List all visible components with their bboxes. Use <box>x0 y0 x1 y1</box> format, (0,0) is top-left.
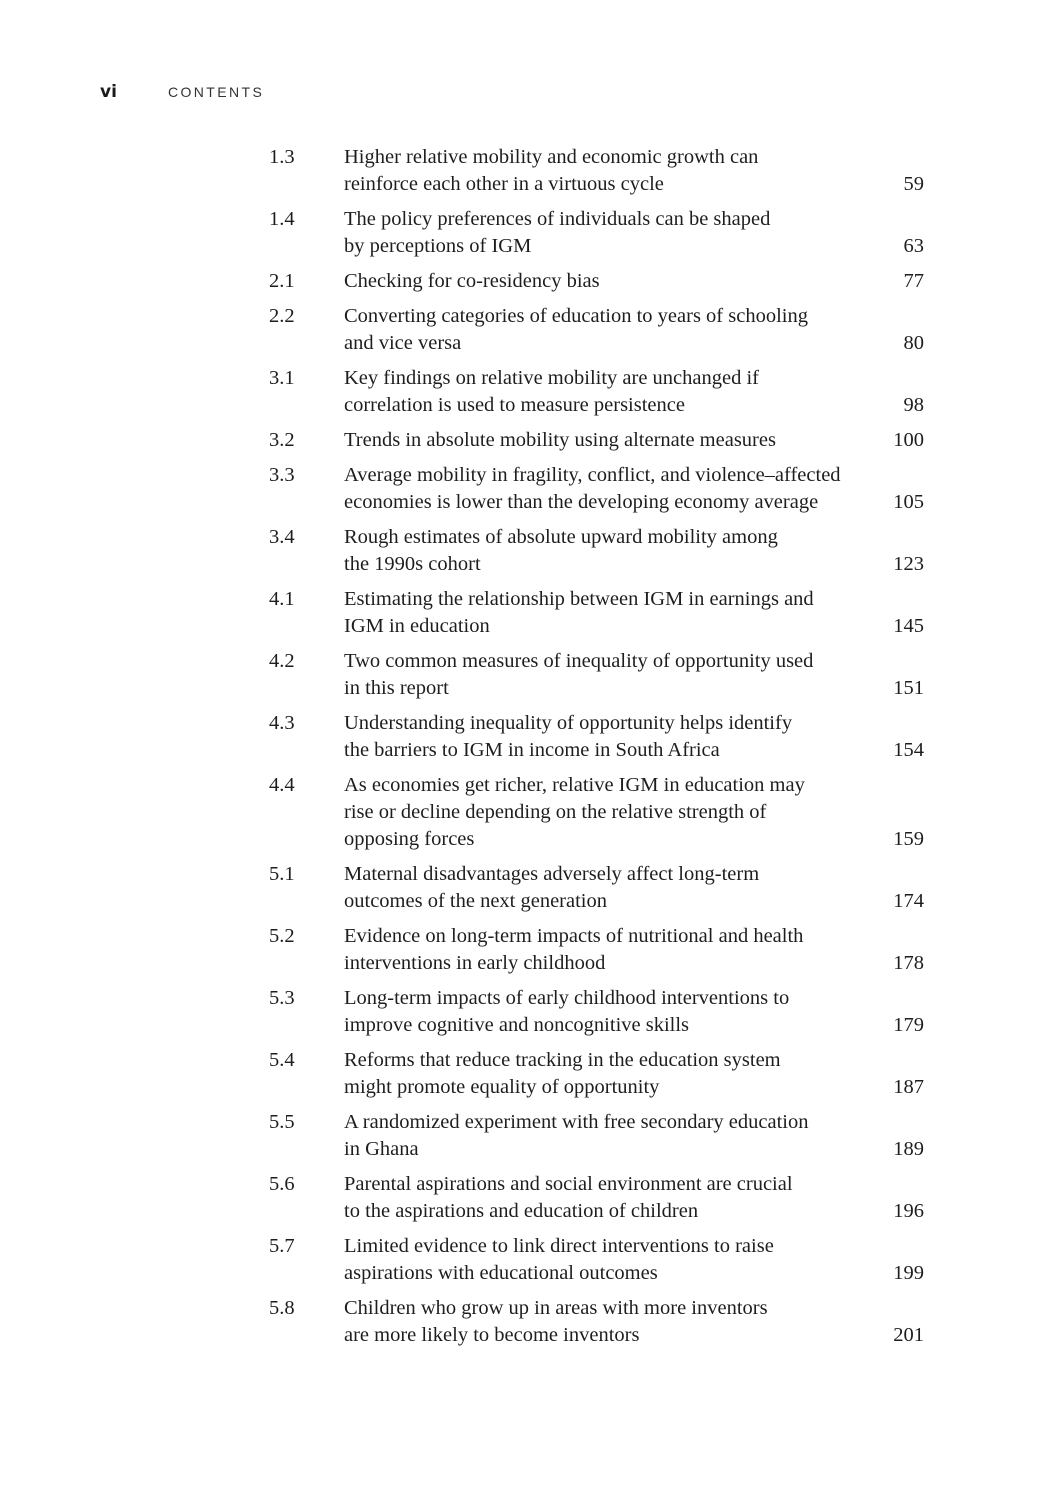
entry-title-line: Converting categories of education to years of schooling <box>344 305 808 327</box>
entry-number: 3.1 <box>269 367 295 389</box>
entry-title <box>344 303 876 357</box>
toc-entry <box>269 206 929 268</box>
entry-number: 5.6 <box>269 1173 295 1195</box>
entry-title-line: to the aspirations and education of children <box>344 1200 699 1222</box>
toc-entry <box>269 268 929 303</box>
entry-title-line: the 1990s cohort <box>344 553 481 575</box>
entry-number: 5.5 <box>269 1111 295 1133</box>
entry-page-number: 174 <box>893 890 924 912</box>
entry-page-number: 80 <box>903 332 924 354</box>
entry-title-line: aspirations with educational outcomes <box>344 1262 658 1284</box>
toc-entry <box>269 1047 929 1109</box>
entry-title <box>344 1295 876 1349</box>
entry-title-line: improve cognitive and noncognitive skills <box>344 1014 690 1036</box>
entry-number: 5.2 <box>269 925 295 947</box>
entry-title <box>344 206 876 260</box>
entry-title <box>344 427 876 454</box>
running-head: CONTENTS <box>168 84 265 100</box>
entry-number: 3.2 <box>269 429 295 451</box>
entry-title <box>344 144 876 198</box>
toc-entry <box>269 648 929 710</box>
entry-title-line: Higher relative mobility and economic growth can <box>344 146 759 168</box>
entry-title-line: outcomes of the next generation <box>344 890 607 912</box>
entry-number: 3.4 <box>269 526 295 548</box>
entry-title-line: are more likely to become inventors <box>344 1324 640 1346</box>
entry-title-line: opposing forces <box>344 828 475 850</box>
entry-title-line: Evidence on long-term impacts of nutritional and health <box>344 925 804 947</box>
entry-number: 5.3 <box>269 987 295 1009</box>
entry-page-number: 189 <box>893 1138 924 1160</box>
entry-title <box>344 524 876 578</box>
page-number: vi <box>100 82 117 102</box>
entry-number: 4.3 <box>269 712 295 734</box>
toc-entry <box>269 710 929 772</box>
entry-number: 4.2 <box>269 650 295 672</box>
entry-page-number: 98 <box>903 394 924 416</box>
entry-title-line: and vice versa <box>344 332 462 354</box>
toc-entry <box>269 427 929 462</box>
entry-page-number: 77 <box>903 270 924 292</box>
entry-number: 5.4 <box>269 1049 295 1071</box>
entry-page-number: 154 <box>893 739 924 761</box>
entry-title-line: interventions in early childhood <box>344 952 606 974</box>
entry-title-line: in Ghana <box>344 1138 419 1160</box>
entry-number: 5.7 <box>269 1235 295 1257</box>
entry-page-number: 59 <box>903 173 924 195</box>
entry-title-line: by perceptions of IGM <box>344 235 532 257</box>
toc-entry <box>269 144 929 206</box>
entry-number: 4.1 <box>269 588 295 610</box>
toc-entry <box>269 1295 929 1357</box>
entry-title <box>344 268 876 295</box>
entry-number: 1.4 <box>269 208 295 230</box>
toc-entry <box>269 524 929 586</box>
entry-title-line: Average mobility in fragility, conflict, and violence–affected <box>344 464 841 486</box>
contents-list <box>269 144 929 1357</box>
entry-title-line: might promote equality of opportunity <box>344 1076 660 1098</box>
entry-page-number: 151 <box>893 677 924 699</box>
entry-page-number: 179 <box>893 1014 924 1036</box>
entry-title-line: economies is lower than the developing economy average <box>344 491 819 513</box>
entry-title <box>344 462 876 516</box>
entry-title <box>344 861 876 915</box>
entry-title-line: Parental aspirations and social environment are crucial <box>344 1173 793 1195</box>
entry-title-line: rise or decline depending on the relative strength of <box>344 801 767 823</box>
toc-entry <box>269 1171 929 1233</box>
entry-page-number: 159 <box>893 828 924 850</box>
entry-page-number: 105 <box>893 491 924 513</box>
entry-title <box>344 985 876 1039</box>
entry-title-line: Two common measures of inequality of opportunity used <box>344 650 814 672</box>
entry-number: 4.4 <box>269 774 295 796</box>
entry-title-line: Long-term impacts of early childhood interventions to <box>344 987 790 1009</box>
page-header <box>100 82 264 106</box>
toc-entry <box>269 365 929 427</box>
entry-title <box>344 1047 876 1101</box>
entry-number: 1.3 <box>269 146 295 168</box>
entry-title-line: Estimating the relationship between IGM in earnings and <box>344 588 814 610</box>
entry-page-number: 196 <box>893 1200 924 1222</box>
entry-title <box>344 1109 876 1163</box>
entry-title <box>344 648 876 702</box>
entry-page-number: 123 <box>893 553 924 575</box>
entry-title <box>344 586 876 640</box>
entry-title-line: As economies get richer, relative IGM in education may <box>344 774 805 796</box>
toc-entry <box>269 1109 929 1171</box>
entry-title <box>344 1171 876 1225</box>
toc-entry <box>269 985 929 1047</box>
toc-entry <box>269 772 929 861</box>
toc-entry <box>269 923 929 985</box>
entry-title-line: Reforms that reduce tracking in the education system <box>344 1049 781 1071</box>
toc-entry <box>269 462 929 524</box>
toc-entry <box>269 861 929 923</box>
entry-page-number: 100 <box>893 429 924 451</box>
entry-title <box>344 365 876 419</box>
entry-title <box>344 772 876 853</box>
entry-title-line: Checking for co-residency bias <box>344 270 600 292</box>
entry-page-number: 201 <box>893 1324 924 1346</box>
entry-number: 5.1 <box>269 863 295 885</box>
entry-title <box>344 1233 876 1287</box>
entry-title-line: Rough estimates of absolute upward mobility among <box>344 526 778 548</box>
entry-title-line: correlation is used to measure persistence <box>344 394 685 416</box>
entry-title-line: Key findings on relative mobility are unchanged if <box>344 367 760 389</box>
entry-page-number: 63 <box>903 235 924 257</box>
entry-title-line: Maternal disadvantages adversely affect long-term <box>344 863 760 885</box>
entry-number: 5.8 <box>269 1297 295 1319</box>
entry-number: 2.1 <box>269 270 295 292</box>
entry-title-line: The policy preferences of individuals can be shaped <box>344 208 771 230</box>
entry-title <box>344 710 876 764</box>
entry-title-line: Trends in absolute mobility using alternate measures <box>344 429 776 451</box>
entry-title-line: Understanding inequality of opportunity helps identify <box>344 712 793 734</box>
entry-page-number: 145 <box>893 615 924 637</box>
toc-entry <box>269 303 929 365</box>
toc-entry <box>269 1233 929 1295</box>
entry-title-line: Children who grow up in areas with more inventors <box>344 1297 768 1319</box>
entry-title <box>344 923 876 977</box>
entry-title-line: A randomized experiment with free secondary education <box>344 1111 809 1133</box>
entry-title-line: IGM in education <box>344 615 490 637</box>
entry-number: 2.2 <box>269 305 295 327</box>
entry-page-number: 199 <box>893 1262 924 1284</box>
entry-title-line: the barriers to IGM in income in South Africa <box>344 739 720 761</box>
entry-page-number: 187 <box>893 1076 924 1098</box>
entry-title-line: reinforce each other in a virtuous cycle <box>344 173 664 195</box>
entry-title-line: in this report <box>344 677 449 699</box>
entry-title-line: Limited evidence to link direct interventions to raise <box>344 1235 774 1257</box>
toc-entry <box>269 586 929 648</box>
entry-page-number: 178 <box>893 952 924 974</box>
entry-number: 3.3 <box>269 464 295 486</box>
